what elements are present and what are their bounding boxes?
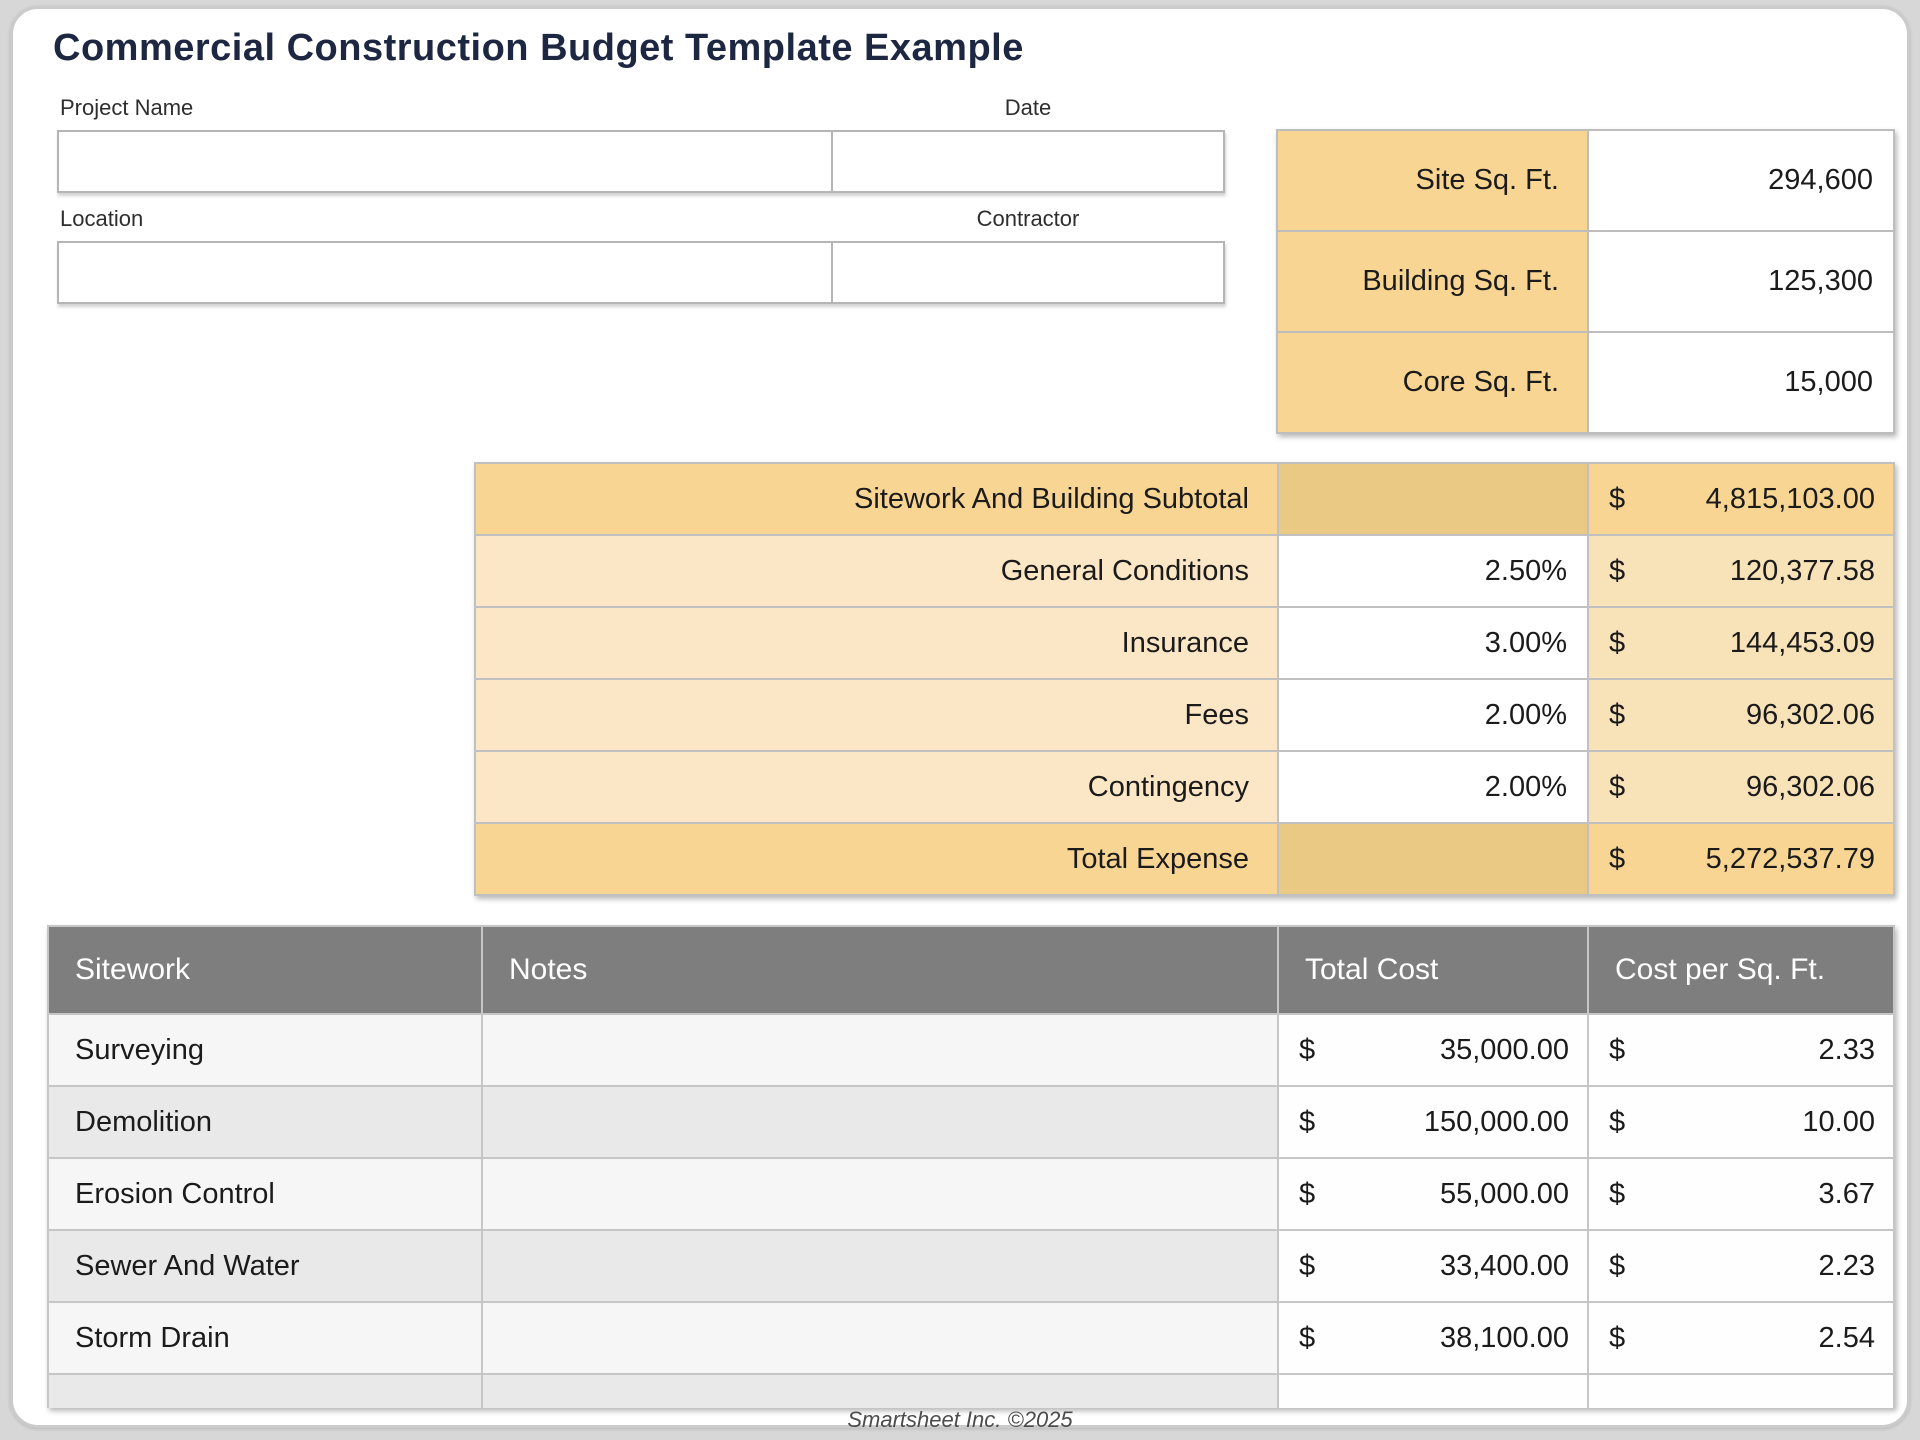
summary-row-amount	[1589, 608, 1893, 678]
currency-symbol: $	[1299, 1033, 1316, 1066]
currency-symbol: $	[1299, 1249, 1316, 1282]
summary-row-amount	[1589, 680, 1893, 750]
sitework-row-name: Storm Drain	[49, 1303, 481, 1373]
amount-value: 96,302.06	[1745, 698, 1875, 731]
sitework-column-header: Cost per Sq. Ft.	[1589, 927, 1893, 1013]
sitework-row-cost-per-sqft	[1589, 1303, 1893, 1373]
total-cost-value: 38,100.00	[1439, 1321, 1569, 1354]
total-cost-value: 55,000.00	[1439, 1177, 1569, 1210]
currency-symbol: $	[1609, 1249, 1626, 1282]
currency-symbol: $	[1609, 482, 1626, 515]
summary-row-amount	[1589, 752, 1893, 822]
total-cost-value: 35,000.00	[1439, 1033, 1569, 1066]
currency-symbol: $	[1609, 1321, 1626, 1354]
currency-symbol: $	[1609, 698, 1626, 731]
currency-symbol: $	[1609, 1105, 1626, 1138]
date-label: Date	[1004, 95, 1052, 120]
footer-text: Smartsheet Inc. ©2025	[847, 1407, 1073, 1432]
sqft-row-label: Core Sq. Ft.	[1278, 333, 1587, 432]
total-cost-value: 33,400.00	[1439, 1249, 1569, 1282]
sitework-row-notes	[483, 1159, 1277, 1229]
sqft-row-label: Building Sq. Ft.	[1278, 232, 1587, 331]
sitework-row-name: Demolition	[49, 1087, 481, 1157]
cost-per-sqft-value: 2.33	[1818, 1033, 1875, 1066]
sitework-row-notes	[483, 1303, 1277, 1373]
amount-value: 4,815,103.00	[1705, 482, 1875, 515]
amount-value: 144,453.09	[1729, 626, 1875, 659]
contractor-label: Contractor	[976, 206, 1080, 231]
sitework-row-cost-per-sqft	[1589, 1231, 1893, 1301]
summary-row-label: Total Expense	[476, 824, 1277, 894]
contractor-input[interactable]	[833, 243, 1223, 302]
sqft-row-value: 15,000	[1589, 333, 1893, 432]
currency-symbol: $	[1609, 554, 1626, 587]
sitework-row-name: Sewer And Water	[49, 1231, 481, 1301]
location-input[interactable]	[59, 243, 831, 302]
summary-row-percent	[1279, 464, 1587, 534]
summary-row-label: Sitework And Building Subtotal	[476, 464, 1277, 534]
sitework-row-total-cost	[1279, 1231, 1587, 1301]
currency-symbol: $	[1609, 1033, 1626, 1066]
cost-per-sqft-value: 3.67	[1818, 1177, 1875, 1210]
amount-value: 96,302.06	[1745, 770, 1875, 803]
cost-per-sqft-value: 2.54	[1818, 1321, 1875, 1354]
sitework-column-header: Sitework	[49, 927, 481, 1013]
sitework-row-total-cost	[1279, 1375, 1587, 1408]
project-name-label: Project Name	[60, 95, 194, 120]
sitework-row-notes	[483, 1375, 1277, 1408]
currency-symbol: $	[1299, 1321, 1316, 1354]
summary-row-amount	[1589, 824, 1893, 894]
sitework-row-notes	[483, 1015, 1277, 1085]
summary-row-percent	[1279, 824, 1587, 894]
sqft-row-label: Site Sq. Ft.	[1278, 131, 1587, 230]
currency-symbol: $	[1299, 1177, 1316, 1210]
currency-symbol: $	[1609, 770, 1626, 803]
summary-row-percent: 2.50%	[1279, 536, 1587, 606]
amount-value: 5,272,537.79	[1705, 842, 1875, 875]
summary-row-label: Fees	[476, 680, 1277, 750]
sqft-row-value: 294,600	[1589, 131, 1893, 230]
sqft-row-value: 125,300	[1589, 232, 1893, 331]
summary-row-percent: 2.00%	[1279, 680, 1587, 750]
sitework-row-cost-per-sqft	[1589, 1159, 1893, 1229]
sitework-row-total-cost	[1279, 1159, 1587, 1229]
budget-summary-table	[474, 462, 1895, 896]
sitework-row-cost-per-sqft	[1589, 1375, 1893, 1408]
summary-row-label: General Conditions	[476, 536, 1277, 606]
amount-value: 120,377.58	[1729, 554, 1875, 587]
currency-symbol: $	[1609, 626, 1626, 659]
summary-row-amount	[1589, 536, 1893, 606]
summary-row-percent: 2.00%	[1279, 752, 1587, 822]
sitework-row-total-cost	[1279, 1303, 1587, 1373]
sitework-row-cost-per-sqft	[1589, 1015, 1893, 1085]
summary-row-percent: 3.00%	[1279, 608, 1587, 678]
page-title: Commercial Construction Budget Template Example	[53, 27, 1024, 69]
summary-row-label: Insurance	[476, 608, 1277, 678]
project-name-input[interactable]	[59, 132, 831, 191]
sitework-row-name: Erosion Control	[49, 1159, 481, 1229]
sitework-cost-table	[47, 925, 1895, 1408]
summary-row-amount	[1589, 464, 1893, 534]
sitework-row-cost-per-sqft	[1589, 1087, 1893, 1157]
currency-symbol: $	[1609, 842, 1626, 875]
form-row-1	[57, 130, 1225, 193]
total-cost-value: 150,000.00	[1423, 1105, 1569, 1138]
sitework-row-total-cost	[1279, 1087, 1587, 1157]
sitework-row-notes	[483, 1231, 1277, 1301]
cost-per-sqft-value: 10.00	[1802, 1105, 1875, 1138]
sitework-row-name: Surveying	[49, 1015, 481, 1085]
cost-per-sqft-value: 2.23	[1818, 1249, 1875, 1282]
sitework-column-header: Notes	[483, 927, 1277, 1013]
document-page	[10, 6, 1910, 1432]
sitework-column-header: Total Cost	[1279, 927, 1587, 1013]
currency-symbol: $	[1609, 1177, 1626, 1210]
summary-row-label: Contingency	[476, 752, 1277, 822]
sitework-row-notes	[483, 1087, 1277, 1157]
sqft-table	[1276, 129, 1895, 434]
currency-symbol: $	[1299, 1105, 1316, 1138]
form-row-2	[57, 241, 1225, 304]
location-label: Location	[60, 206, 144, 231]
sitework-row-total-cost	[1279, 1015, 1587, 1085]
date-input[interactable]	[833, 132, 1223, 191]
sitework-row-name	[49, 1375, 481, 1408]
